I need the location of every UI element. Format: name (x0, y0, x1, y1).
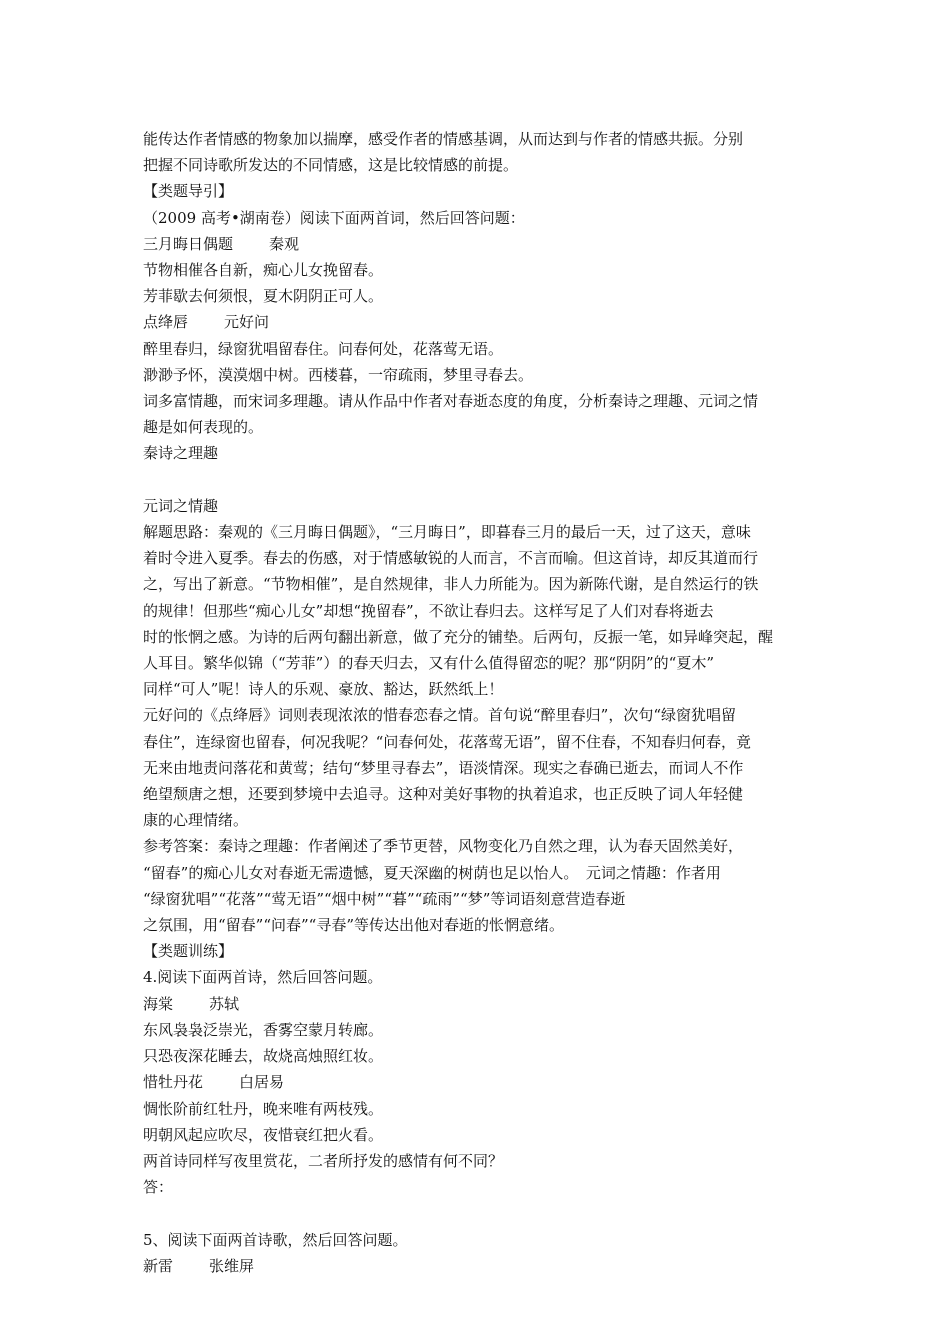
question-line-2: 趣是如何表现的。 (143, 418, 264, 437)
q4-poem-a-line-2: 只恐夜深花睡去，故烧高烛照红妆。 (143, 1047, 384, 1066)
q4-poem-b-line-2: 明朝风起应吹尽，夜惜衰红把火看。 (143, 1125, 384, 1144)
section-heading-training: 【类题训练】 (143, 942, 234, 961)
poem1-line-1: 节物相催各自新，痴心儿女挽留春。 (143, 261, 384, 280)
answer-label-yuan: 元词之情趣 (143, 496, 219, 515)
analysis-line-10: 无来由地责问落花和黄莺；结句“梦里寻春去”，语淡情深。现实之春确已逝去，而词人不作 (143, 758, 744, 777)
q5-poem-title: 新雷 (143, 1256, 174, 1275)
document-page (143, 126, 815, 1279)
q4-poem-a-line-1: 东风袅袅泛崇光，香雾空蒙月转廊。 (143, 1020, 384, 1039)
analysis-line-12: 康的心理情绪。 (143, 811, 249, 830)
q4-answer-blank (143, 1200, 815, 1226)
q4-poem-b-author: 白居易 (239, 1073, 285, 1092)
reference-line-3: “绿窗犹唱”“花落”“莺无语”“烟中树”“暮”“疏雨”“梦”等词语刻意营造春逝 (143, 889, 626, 908)
analysis-line-1: 解题思路：秦观的《三月晦日偶题》，“三月晦日”，即暮春三月的最后一天，过了这天，意味 (143, 523, 751, 542)
q4-poem-b-line-1: 惆怅阶前红牡丹，晚来唯有两枝残。 (143, 1099, 384, 1118)
poem2-heading (143, 309, 815, 335)
answer-label-qin: 秦诗之理趣 (143, 444, 219, 463)
q5-poem-author: 张维屏 (209, 1256, 255, 1275)
reference-line-4: 之氛围，用“留春”“问春”“寻春”等传达出他对春逝的怅惘意绪。 (143, 916, 565, 935)
q4-question: 两首诗同样写夜里赏花，二者所抒发的感情有何不同？ (143, 1151, 504, 1170)
intro-line-2: 把握不同诗歌所发达的不同情感，这是比较情感的前提。 (143, 156, 519, 175)
reference-line-2: “留春”的痴心儿女对春逝无需遗憾，夏天深幽的树荫也足以怡人。 元词之情趣：作者用 (143, 863, 721, 882)
q4-prompt: 4.阅读下面两首诗，然后回答问题。 (143, 968, 383, 987)
reference-line-1: 参考答案：秦诗之理趣：作者阐述了季节更替，风物变化乃自然之理，认为春天固然美好， (143, 837, 744, 856)
analysis-line-6: 人耳目。繁华似锦（“芳菲”）的春天归去，又有什么值得留恋的呢？那“阴阴”的“夏木” (143, 654, 715, 673)
q4-poem-a-title: 海棠 (143, 994, 174, 1013)
q4-poem-b-heading (143, 1069, 815, 1095)
poem2-title: 点绛唇 (143, 313, 189, 332)
analysis-line-9: 春住”，连绿窗也留春，何况我呢？“问春何处，花落莺无语”，留不住春，不知春归何春，竟 (143, 732, 752, 751)
poem1-heading (143, 231, 815, 257)
analysis-line-11: 绝望颓唐之想，还要到梦境中去追寻。这种对美好事物的执着追求，也正反映了词人年轻健 (143, 785, 744, 804)
q5-prompt: 5、阅读下面两首诗歌，然后回答问题。 (143, 1230, 408, 1249)
answer-blank (143, 467, 815, 493)
analysis-line-5: 时的怅惘之感。为诗的后两句翻出新意，做了充分的铺垫。后两句，反振一笔，如异峰突起，醒 (143, 627, 774, 646)
poem1-author: 秦观 (269, 234, 300, 253)
poem2-author: 元好问 (224, 313, 270, 332)
analysis-line-4: 的规律！但那些“痴心儿女”却想“挽留春”，不欲让春归去。这样写足了人们对春将逝去 (143, 601, 714, 620)
analysis-line-3: 之，写出了新意。“节物相催”，是自然规律，非人力所能为。因为新陈代谢，是自然运行的铁 (143, 575, 759, 594)
poem2-line-1: 醉里春归，绿窗犹唱留春住。问春何处，花落莺无语。 (143, 339, 504, 358)
q4-answer-label: 答： (143, 1178, 174, 1197)
section-heading-guide: 【类题导引】 (143, 182, 234, 201)
exam-source: （2009 高考•湖南卷）阅读下面两首词，然后回答问题： (143, 208, 525, 227)
q5-poem-heading (143, 1253, 815, 1279)
poem1-title: 三月晦日偶题 (143, 234, 234, 253)
analysis-line-2: 着时令进入夏季。春去的伤感，对于情感敏锐的人而言，不言而喻。但这首诗，却反其道而行 (143, 549, 759, 568)
poem1-line-2: 芳菲歇去何须恨，夏木阴阴正可人。 (143, 287, 384, 306)
question-line-1: 词多富情趣，而宋词多理趣。请从作品中作者对春逝态度的角度，分析秦诗之理趣、元词之情 (143, 392, 759, 411)
analysis-line-8: 元好问的《点绛唇》词则表现浓浓的惜春恋春之情。首句说“醉里春归”，次句“绿窗犹唱留 (143, 706, 737, 725)
q4-poem-a-author: 苏轼 (209, 994, 240, 1013)
q4-poem-b-title: 惜牡丹花 (143, 1073, 204, 1092)
q4-poem-a-heading (143, 991, 815, 1017)
analysis-line-7: 同样“可人”呢！诗人的乐观、豪放、豁达，跃然纸上！ (143, 680, 504, 699)
intro-line-1: 能传达作者情感的物象加以揣摩，感受作者的情感基调，从而达到与作者的情感共振。分别 (143, 130, 744, 148)
poem2-line-2: 渺渺予怀，漠漠烟中树。西楼暮，一帘疏雨，梦里寻春去。 (143, 365, 534, 384)
